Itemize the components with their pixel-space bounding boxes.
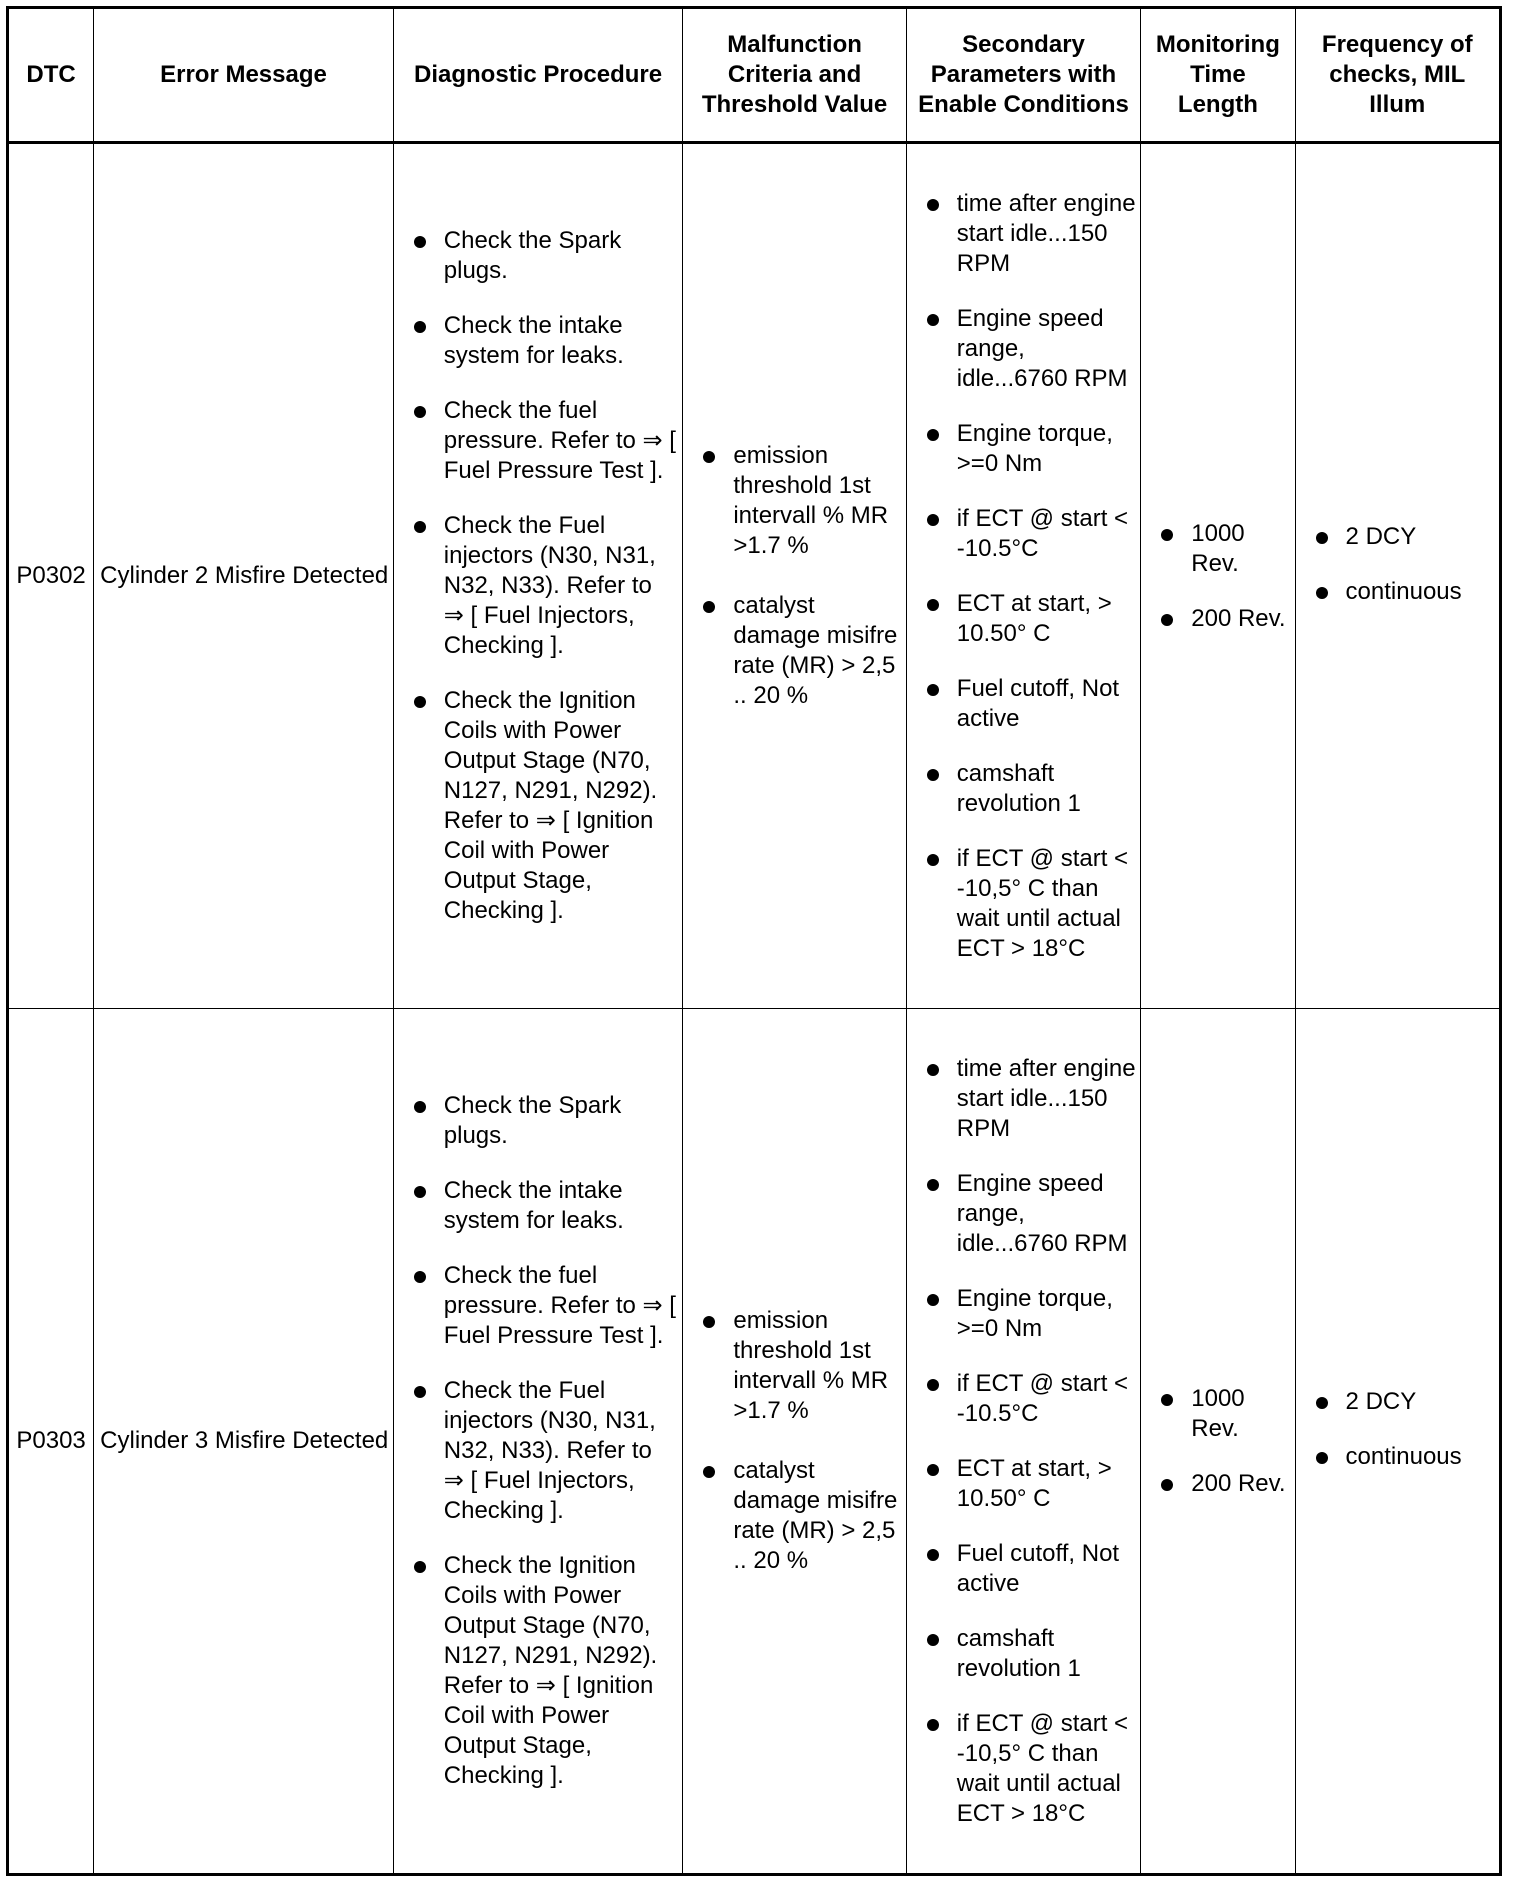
frequency-cell [1295, 143, 1500, 1009]
header-monitoring-time: Monitoring Time Length [1141, 8, 1295, 143]
list-item: Engine torque, >=0 Nm [911, 419, 1136, 479]
diagnostic-procedure-list [398, 226, 679, 926]
monitoring-time-list [1145, 1384, 1290, 1499]
list-item: if ECT @ start < -10,5° C than wait until actual ECT > 18°C [911, 1709, 1136, 1829]
header-diagnostic-procedure: Diagnostic Procedure [393, 8, 683, 143]
frequency-list [1300, 1387, 1495, 1472]
list-item: time after engine start idle...150 RPM [911, 189, 1136, 279]
frequency-cell [1295, 1009, 1500, 1875]
list-item: Check the Ignition Coils with Power Output Stage (N70, N127, N291, N292). Refer to ⇒ [ Ignition Coil with Power Output Stage, Checking ]. [398, 1551, 679, 1791]
list-item: emission threshold 1st intervall % MR >1.7 % [687, 441, 901, 561]
header-dtc: DTC [8, 8, 94, 143]
dtc-code: P0302 [8, 143, 94, 1009]
error-message: Cylinder 3 Misfire Detected [94, 1009, 394, 1875]
list-item: 200 Rev. [1145, 1469, 1290, 1499]
header-row [8, 8, 1501, 143]
list-item: Check the fuel pressure. Refer to ⇒ [ Fuel Pressure Test ]. [398, 1261, 679, 1351]
list-item: 2 DCY [1300, 1387, 1495, 1417]
malfunction-criteria-cell [683, 1009, 906, 1875]
list-item: 1000 Rev. [1145, 519, 1290, 579]
header-secondary-parameters: Secondary Parameters with Enable Conditions [906, 8, 1140, 143]
secondary-parameters-list [911, 1054, 1136, 1829]
list-item: Check the Fuel injectors (N30, N31, N32, N33). Refer to ⇒ [ Fuel Injectors, Checking ]. [398, 511, 679, 661]
header-frequency: Frequency of checks, MIL Illum [1295, 8, 1500, 143]
list-item: if ECT @ start < -10.5°C [911, 1369, 1136, 1429]
list-item: catalyst damage misifre rate (MR) > 2,5 .. 20 % [687, 1456, 901, 1576]
diagnostic-procedure-cell [393, 143, 683, 1009]
malfunction-criteria-cell [683, 143, 906, 1009]
dtc-code: P0303 [8, 1009, 94, 1875]
malfunction-criteria-list [687, 1306, 901, 1576]
list-item: continuous [1300, 577, 1495, 607]
list-item: camshaft revolution 1 [911, 759, 1136, 819]
list-item: Engine speed range, idle...6760 RPM [911, 1169, 1136, 1259]
diagnostic-procedure-cell [393, 1009, 683, 1875]
list-item: Check the intake system for leaks. [398, 311, 679, 371]
list-item: 2 DCY [1300, 522, 1495, 552]
header-malfunction-criteria: Malfunction Criteria and Threshold Value [683, 8, 906, 143]
list-item: ECT at start, > 10.50° C [911, 589, 1136, 649]
error-message: Cylinder 2 Misfire Detected [94, 143, 394, 1009]
list-item: continuous [1300, 1442, 1495, 1472]
list-item: Check the fuel pressure. Refer to ⇒ [ Fuel Pressure Test ]. [398, 396, 679, 486]
list-item: catalyst damage misifre rate (MR) > 2,5 .. 20 % [687, 591, 901, 711]
monitoring-time-cell [1141, 1009, 1295, 1875]
list-item: time after engine start idle...150 RPM [911, 1054, 1136, 1144]
list-item: camshaft revolution 1 [911, 1624, 1136, 1684]
list-item: Check the Spark plugs. [398, 1091, 679, 1151]
table-row [8, 143, 1501, 1009]
secondary-parameters-cell [906, 143, 1140, 1009]
dtc-table [6, 6, 1502, 1876]
secondary-parameters-list [911, 189, 1136, 964]
list-item: emission threshold 1st intervall % MR >1.7 % [687, 1306, 901, 1426]
list-item: Fuel cutoff, Not active [911, 674, 1136, 734]
list-item: if ECT @ start < -10,5° C than wait until actual ECT > 18°C [911, 844, 1136, 964]
list-item: Engine speed range, idle...6760 RPM [911, 304, 1136, 394]
list-item: Engine torque, >=0 Nm [911, 1284, 1136, 1344]
frequency-list [1300, 522, 1495, 607]
list-item: ECT at start, > 10.50° C [911, 1454, 1136, 1514]
monitoring-time-cell [1141, 143, 1295, 1009]
list-item: Fuel cutoff, Not active [911, 1539, 1136, 1599]
header-error-message: Error Message [94, 8, 394, 143]
list-item: Check the intake system for leaks. [398, 1176, 679, 1236]
list-item: Check the Ignition Coils with Power Output Stage (N70, N127, N291, N292). Refer to ⇒ [ Ignition Coil with Power Output Stage, Checking ]. [398, 686, 679, 926]
list-item: 1000 Rev. [1145, 1384, 1290, 1444]
secondary-parameters-cell [906, 1009, 1140, 1875]
list-item: Check the Fuel injectors (N30, N31, N32, N33). Refer to ⇒ [ Fuel Injectors, Checking ]. [398, 1376, 679, 1526]
malfunction-criteria-list [687, 441, 901, 711]
monitoring-time-list [1145, 519, 1290, 634]
diagnostic-procedure-list [398, 1091, 679, 1791]
table-row [8, 1009, 1501, 1875]
list-item: 200 Rev. [1145, 604, 1290, 634]
list-item: Check the Spark plugs. [398, 226, 679, 286]
list-item: if ECT @ start < -10.5°C [911, 504, 1136, 564]
